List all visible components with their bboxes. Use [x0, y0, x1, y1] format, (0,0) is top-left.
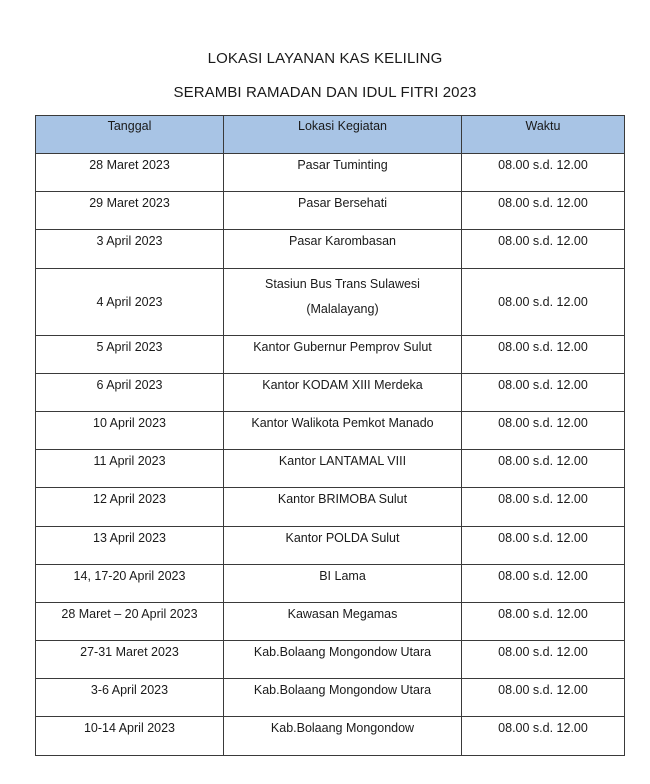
table-header: [36, 116, 625, 154]
table-row: [36, 526, 625, 564]
table-row: [36, 154, 625, 192]
table-row: [36, 564, 625, 602]
cell-lokasi: Kab.Bolaang Mongondow: [224, 717, 462, 755]
column-header-lokasi: Lokasi Kegiatan: [224, 116, 462, 154]
cell-waktu: 08.00 s.d. 12.00: [462, 411, 625, 449]
cell-tanggal: 28 Maret 2023: [36, 154, 224, 192]
cell-tanggal: 11 April 2023: [36, 450, 224, 488]
cell-lokasi: Pasar Karombasan: [224, 230, 462, 268]
cell-lokasi-line-1: Stasiun Bus Trans Sulawesi: [265, 276, 420, 291]
cell-waktu: 08.00 s.d. 12.00: [462, 564, 625, 602]
cell-lokasi: BI Lama: [224, 564, 462, 602]
cell-tanggal: 14, 17-20 April 2023: [36, 564, 224, 602]
cell-lokasi: Kantor LANTAMAL VIII: [224, 450, 462, 488]
cell-lokasi: Kab.Bolaang Mongondow Utara: [224, 641, 462, 679]
cell-tanggal: 3 April 2023: [36, 230, 224, 268]
cell-tanggal: 3-6 April 2023: [36, 679, 224, 717]
cell-lokasi: Kawasan Megamas: [224, 602, 462, 640]
table-row: [36, 679, 625, 717]
cell-waktu: 08.00 s.d. 12.00: [462, 717, 625, 755]
column-header-tanggal: Tanggal: [36, 116, 224, 154]
cell-tanggal: 10 April 2023: [36, 411, 224, 449]
cell-tanggal: 13 April 2023: [36, 526, 224, 564]
cell-waktu: 08.00 s.d. 12.00: [462, 450, 625, 488]
table-row: [36, 335, 625, 373]
table-row: [36, 230, 625, 268]
cell-tanggal: 27-31 Maret 2023: [36, 641, 224, 679]
cell-lokasi-line-2: (Malalayang): [306, 301, 379, 316]
cell-waktu: 08.00 s.d. 12.00: [462, 679, 625, 717]
cell-tanggal: 12 April 2023: [36, 488, 224, 526]
cell-waktu: 08.00 s.d. 12.00: [462, 488, 625, 526]
cell-waktu: 08.00 s.d. 12.00: [462, 602, 625, 640]
table-row: [36, 717, 625, 755]
cell-lokasi: Kantor POLDA Sulut: [224, 526, 462, 564]
cell-lokasi: Pasar Tuminting: [224, 154, 462, 192]
cell-waktu: 08.00 s.d. 12.00: [462, 373, 625, 411]
cell-lokasi: [224, 268, 462, 335]
table-body: [36, 154, 625, 756]
cell-waktu: 08.00 s.d. 12.00: [462, 641, 625, 679]
cell-tanggal: 4 April 2023: [36, 268, 224, 335]
cell-lokasi: Pasar Bersehati: [224, 192, 462, 230]
cell-tanggal: 5 April 2023: [36, 335, 224, 373]
table-row: [36, 373, 625, 411]
cell-waktu: 08.00 s.d. 12.00: [462, 154, 625, 192]
cell-tanggal: 29 Maret 2023: [36, 192, 224, 230]
cell-waktu: 08.00 s.d. 12.00: [462, 526, 625, 564]
cell-lokasi: Kantor BRIMOBA Sulut: [224, 488, 462, 526]
cell-lokasi: Kab.Bolaang Mongondow Utara: [224, 679, 462, 717]
document-title: LOKASI LAYANAN KAS KELILING: [207, 50, 443, 67]
cell-tanggal: 28 Maret – 20 April 2023: [36, 602, 224, 640]
cell-lokasi: Kantor Gubernur Pemprov Sulut: [224, 335, 462, 373]
cell-waktu: 08.00 s.d. 12.00: [462, 335, 625, 373]
table-row: [36, 641, 625, 679]
table-row: [36, 192, 625, 230]
table-row: [36, 450, 625, 488]
cell-waktu: 08.00 s.d. 12.00: [462, 192, 625, 230]
table-row: [36, 411, 625, 449]
header-row: [36, 116, 625, 154]
column-header-waktu: Waktu: [462, 116, 625, 154]
table-row: [36, 268, 625, 335]
cell-lokasi: Kantor Walikota Pemkot Manado: [224, 411, 462, 449]
cell-waktu: 08.00 s.d. 12.00: [462, 268, 625, 335]
cell-lokasi: Kantor KODAM XIII Merdeka: [224, 373, 462, 411]
table-row: [36, 602, 625, 640]
cell-tanggal: 6 April 2023: [36, 373, 224, 411]
document-subtitle: SERAMBI RAMADAN DAN IDUL FITRI 2023: [173, 84, 477, 101]
schedule-table: [35, 115, 625, 756]
cell-waktu: 08.00 s.d. 12.00: [462, 230, 625, 268]
table-row: [36, 488, 625, 526]
cell-tanggal: 10-14 April 2023: [36, 717, 224, 755]
